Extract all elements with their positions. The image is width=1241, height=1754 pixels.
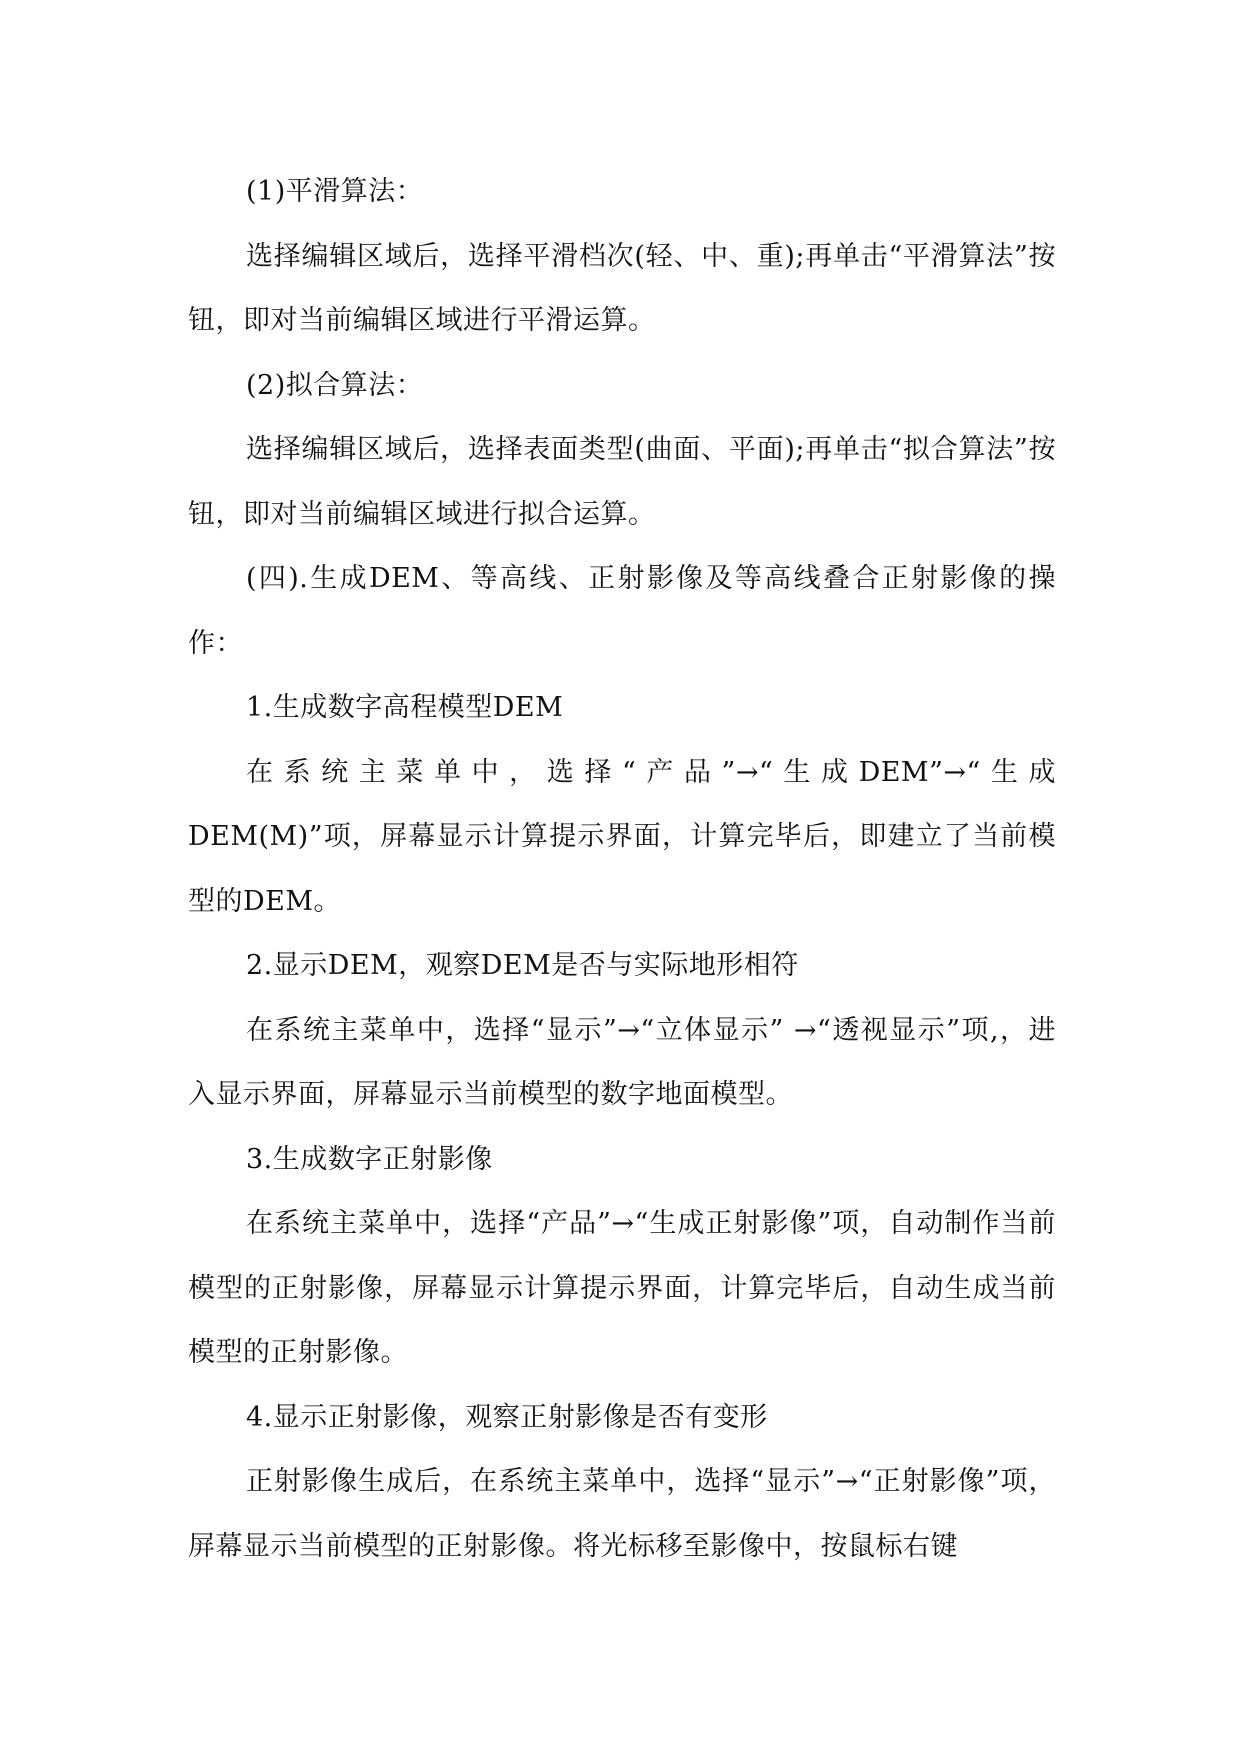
paragraph-step-4: 正射影像生成后，在系统主菜单中，选择“显示”→“正射影像”项，屏幕显示当前模型的正射影像。将光标移至影像中，按鼠标右键 [188,1466,1056,1562]
section-heading-fitting: (2)拟合算法： [246,369,424,401]
paragraph-step-3: 在系统主菜单中，选择“产品”→“生成正射影像”项，自动制作当前模型的正射影像，屏幕显示计算提示界面，计算完毕后，自动生成当前模型的正射影像。 [188,1208,1056,1368]
step-heading-2: 2.显示DEM，观察DEM是否与实际地形相符 [246,950,799,981]
paragraph-step-2: 在系统主菜单中，选择“显示”→“立体显示” →“透视显示”项,，进入显示界面，屏幕显示当前模型的数字地面模型。 [188,1014,1056,1110]
step-heading-1: 1.生成数字高程模型DEM [246,692,564,723]
document-body [188,160,1056,1579]
section-heading-smoothing: (1)平滑算法： [246,176,424,207]
section-heading-generate: (四).生成DEM、等高线、正射影像及等高线叠合正射影像的操作： [188,563,1056,659]
paragraph-smoothing: 选择编辑区域后，选择平滑档次(轻、中、重);再单击“平滑算法”按钮，即对当前编辑区域进行平滑运算。 [188,240,1056,336]
step-heading-4: 4.显示正射影像，观察正射影像是否有变形 [246,1401,768,1433]
paragraph-fitting: 选择编辑区域后，选择表面类型(曲面、平面);再单击“拟合算法”按钮，即对当前编辑区域进行拟合运算。 [188,434,1056,530]
step-heading-3: 3.生成数字正射影像 [246,1143,493,1175]
paragraph-step-1: 在系统主菜单中，选择“产品”→“生成DEM”→“生成DEM(M)”项，屏幕显示计算提示界面，计算完毕后，即建立了当前模型的DEM。 [188,756,1056,917]
